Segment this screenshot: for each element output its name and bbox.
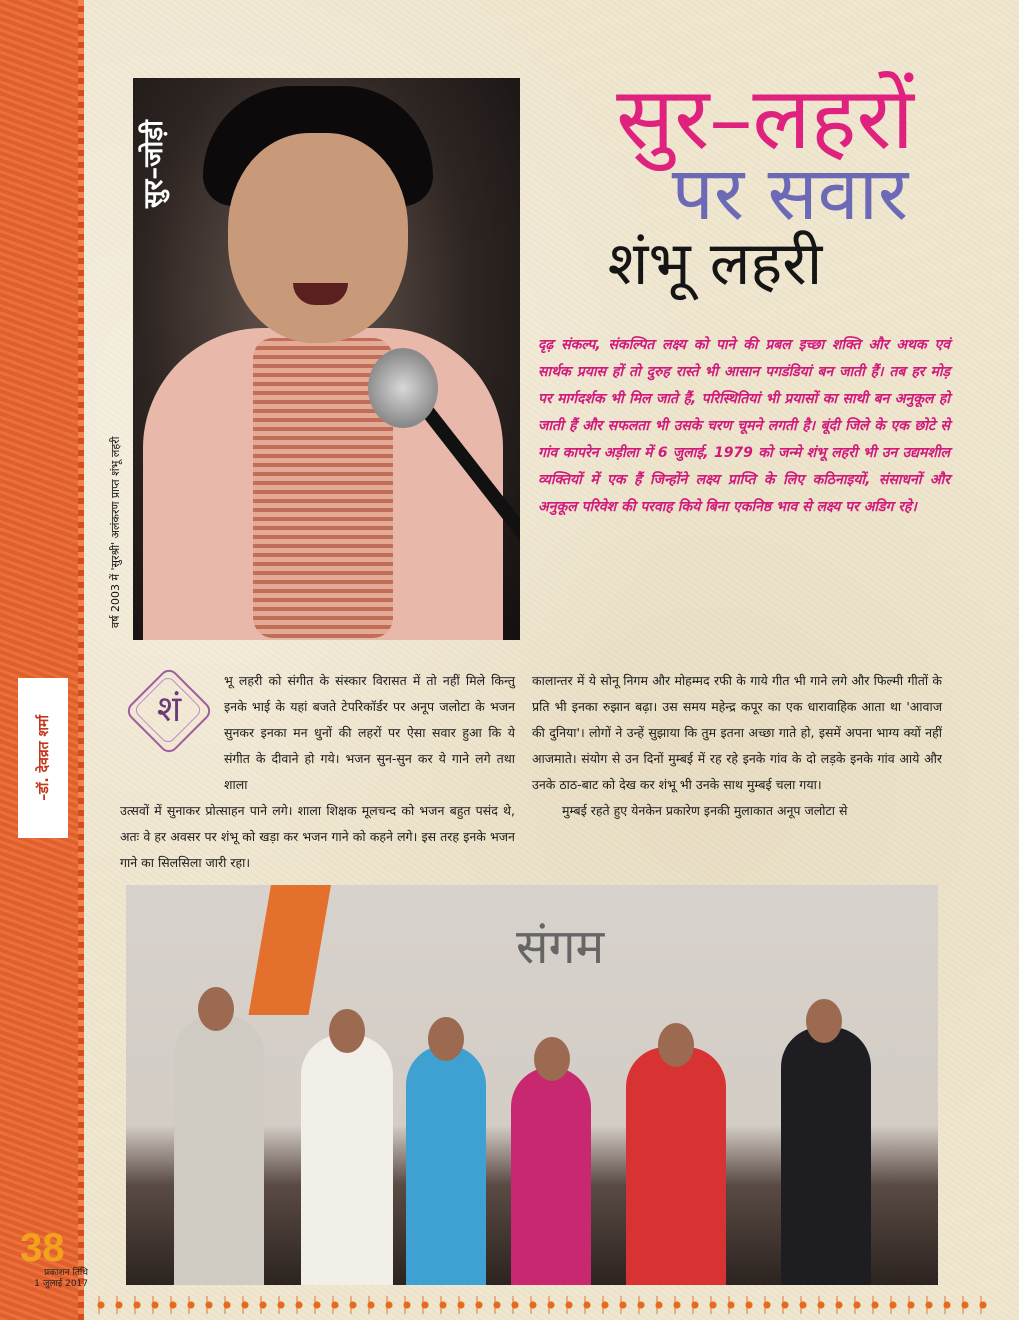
photo-face: [228, 133, 408, 343]
person-1: [174, 1015, 264, 1285]
column-2-paragraph-2: मुम्बई रहते हुए येनकेन प्रकारेण इनकी मुलाकात अनूप जलोटा से: [562, 803, 848, 818]
person-3: [406, 1045, 486, 1285]
person-6-head: [806, 999, 842, 1043]
hero-photo: [133, 78, 520, 640]
publication-label: प्रकाशन तिथि: [44, 1268, 88, 1278]
column-2-paragraph-1: कालान्तर में ये सोनू निगम और मोहम्मद रफी के गाये गीत भी गाने लगे और फिल्मी गीतों के प्रति भी इनका रुझान बढ़ा। उस समय महेन्द्र कपूर का एक धारावाहिक आता था 'आवाज की दुनिया'। लोगों ने उन्हें सुझाया कि तुम इतना अच्छा गाते हो, इसमें अपना भाग्य क्यों नहीं आजमाते। संयोग से उन दिनों मुम्बई में रह रहे इनके गांव के दो लड़के इनके गांव आये और उनके ठाठ-बाट को देख कर शंभू भी उनके साथ मुम्बई चला गया।: [532, 673, 942, 792]
body-column-1: [120, 668, 515, 876]
microphone-icon: [368, 348, 438, 428]
byline-box: [18, 678, 68, 838]
banner-text: संगम: [516, 919, 605, 975]
person-4: [511, 1067, 591, 1285]
person-2: [301, 1035, 393, 1285]
body-column-2: [532, 668, 942, 824]
column-1-lead: भू लहरी को संगीत के संस्कार विरासत में तो नहीं मिले किन्तु इनके भाई के यहां बजते टेपरिकॉर्डर पर अनूप जलोटा के भजन सुनकर इनका मन धुनों की लहरों पर ऐसा सवार हुआ कि ये संगीत के दीवाने हो गये। भजन सुन-सुन कर ये गाने लगे तथा शाला: [224, 673, 515, 792]
byline-text: –डॉ. देवव्रत शर्मा: [35, 715, 52, 801]
footer-ornament-border: [92, 1296, 992, 1314]
person-3-head: [428, 1017, 464, 1061]
person-1-head: [198, 987, 234, 1031]
person-2-head: [329, 1009, 365, 1053]
person-5: [626, 1047, 726, 1285]
column-1-rest: उत्सवों में सुनाकर प्रोत्साहन पाने लगे। शाला शिक्षक मूलचन्द को भजन बहुत पसंद थे, अतः वे हर अवसर पर शंभू को खड़ा कर भजन गाने को कहने लगे। इस तरह इनके भजन गाने का सिलसिला जारी रहा।: [120, 803, 515, 870]
publication-meta: [8, 1268, 88, 1290]
title-line-3: शंभू लहरी: [607, 229, 823, 299]
person-5-head: [658, 1023, 694, 1067]
photo-tag: सुर–जोड़ी: [139, 120, 169, 208]
left-decorative-strip: [0, 0, 84, 1320]
strip-edge: [78, 0, 84, 1320]
photo-caption: वर्ष 2003 में 'सुरश्री' अलंकरण प्राप्त शंभू लहरी: [109, 436, 122, 628]
person-6: [781, 1027, 871, 1285]
title-line-1: सुर–लहरों: [616, 69, 914, 169]
banner-logo-mark: [226, 885, 376, 1015]
title-line-2: पर सवार: [671, 151, 909, 237]
intro-paragraph: दृढ़ संकल्प, संकल्पित लक्ष्य को पाने की प्रबल इच्छा शक्ति और अथक एवं सार्थक प्रयास हों तो दुरुह रास्ते भी आसान पगडंडियां बन जाती हैं। तब हर मोड़ पर मार्गदर्शक भी मिल जाते हैं, परिस्थितियां भी प्रयासों का साथी बन अनुकूल हो जाती हैं और सफलता भी उसके चरण चूमने लगती है। बूंदी जिले के एक छोटे से गांव कापरेन अड़ीला में 6 जुलाई, 1979 को जन्मे शंभू लहरी भी उन उद्यमशील व्यक्तियों में एक हैं जिन्होंने लक्ष्य प्राप्ति के लिए कठिनाइयों, संसाधनों और अनुकूल परिवेश की परवाह किये बिना एकनिष्ठ भाव से लक्ष्य पर अडिग रहे।: [538, 337, 950, 515]
event-photo: [126, 885, 938, 1285]
publication-date: 1 जुलाई 2017: [34, 1279, 88, 1289]
page-number: 38: [20, 1226, 65, 1270]
dropcap-letter: शं: [156, 689, 182, 730]
person-4-head: [534, 1037, 570, 1081]
